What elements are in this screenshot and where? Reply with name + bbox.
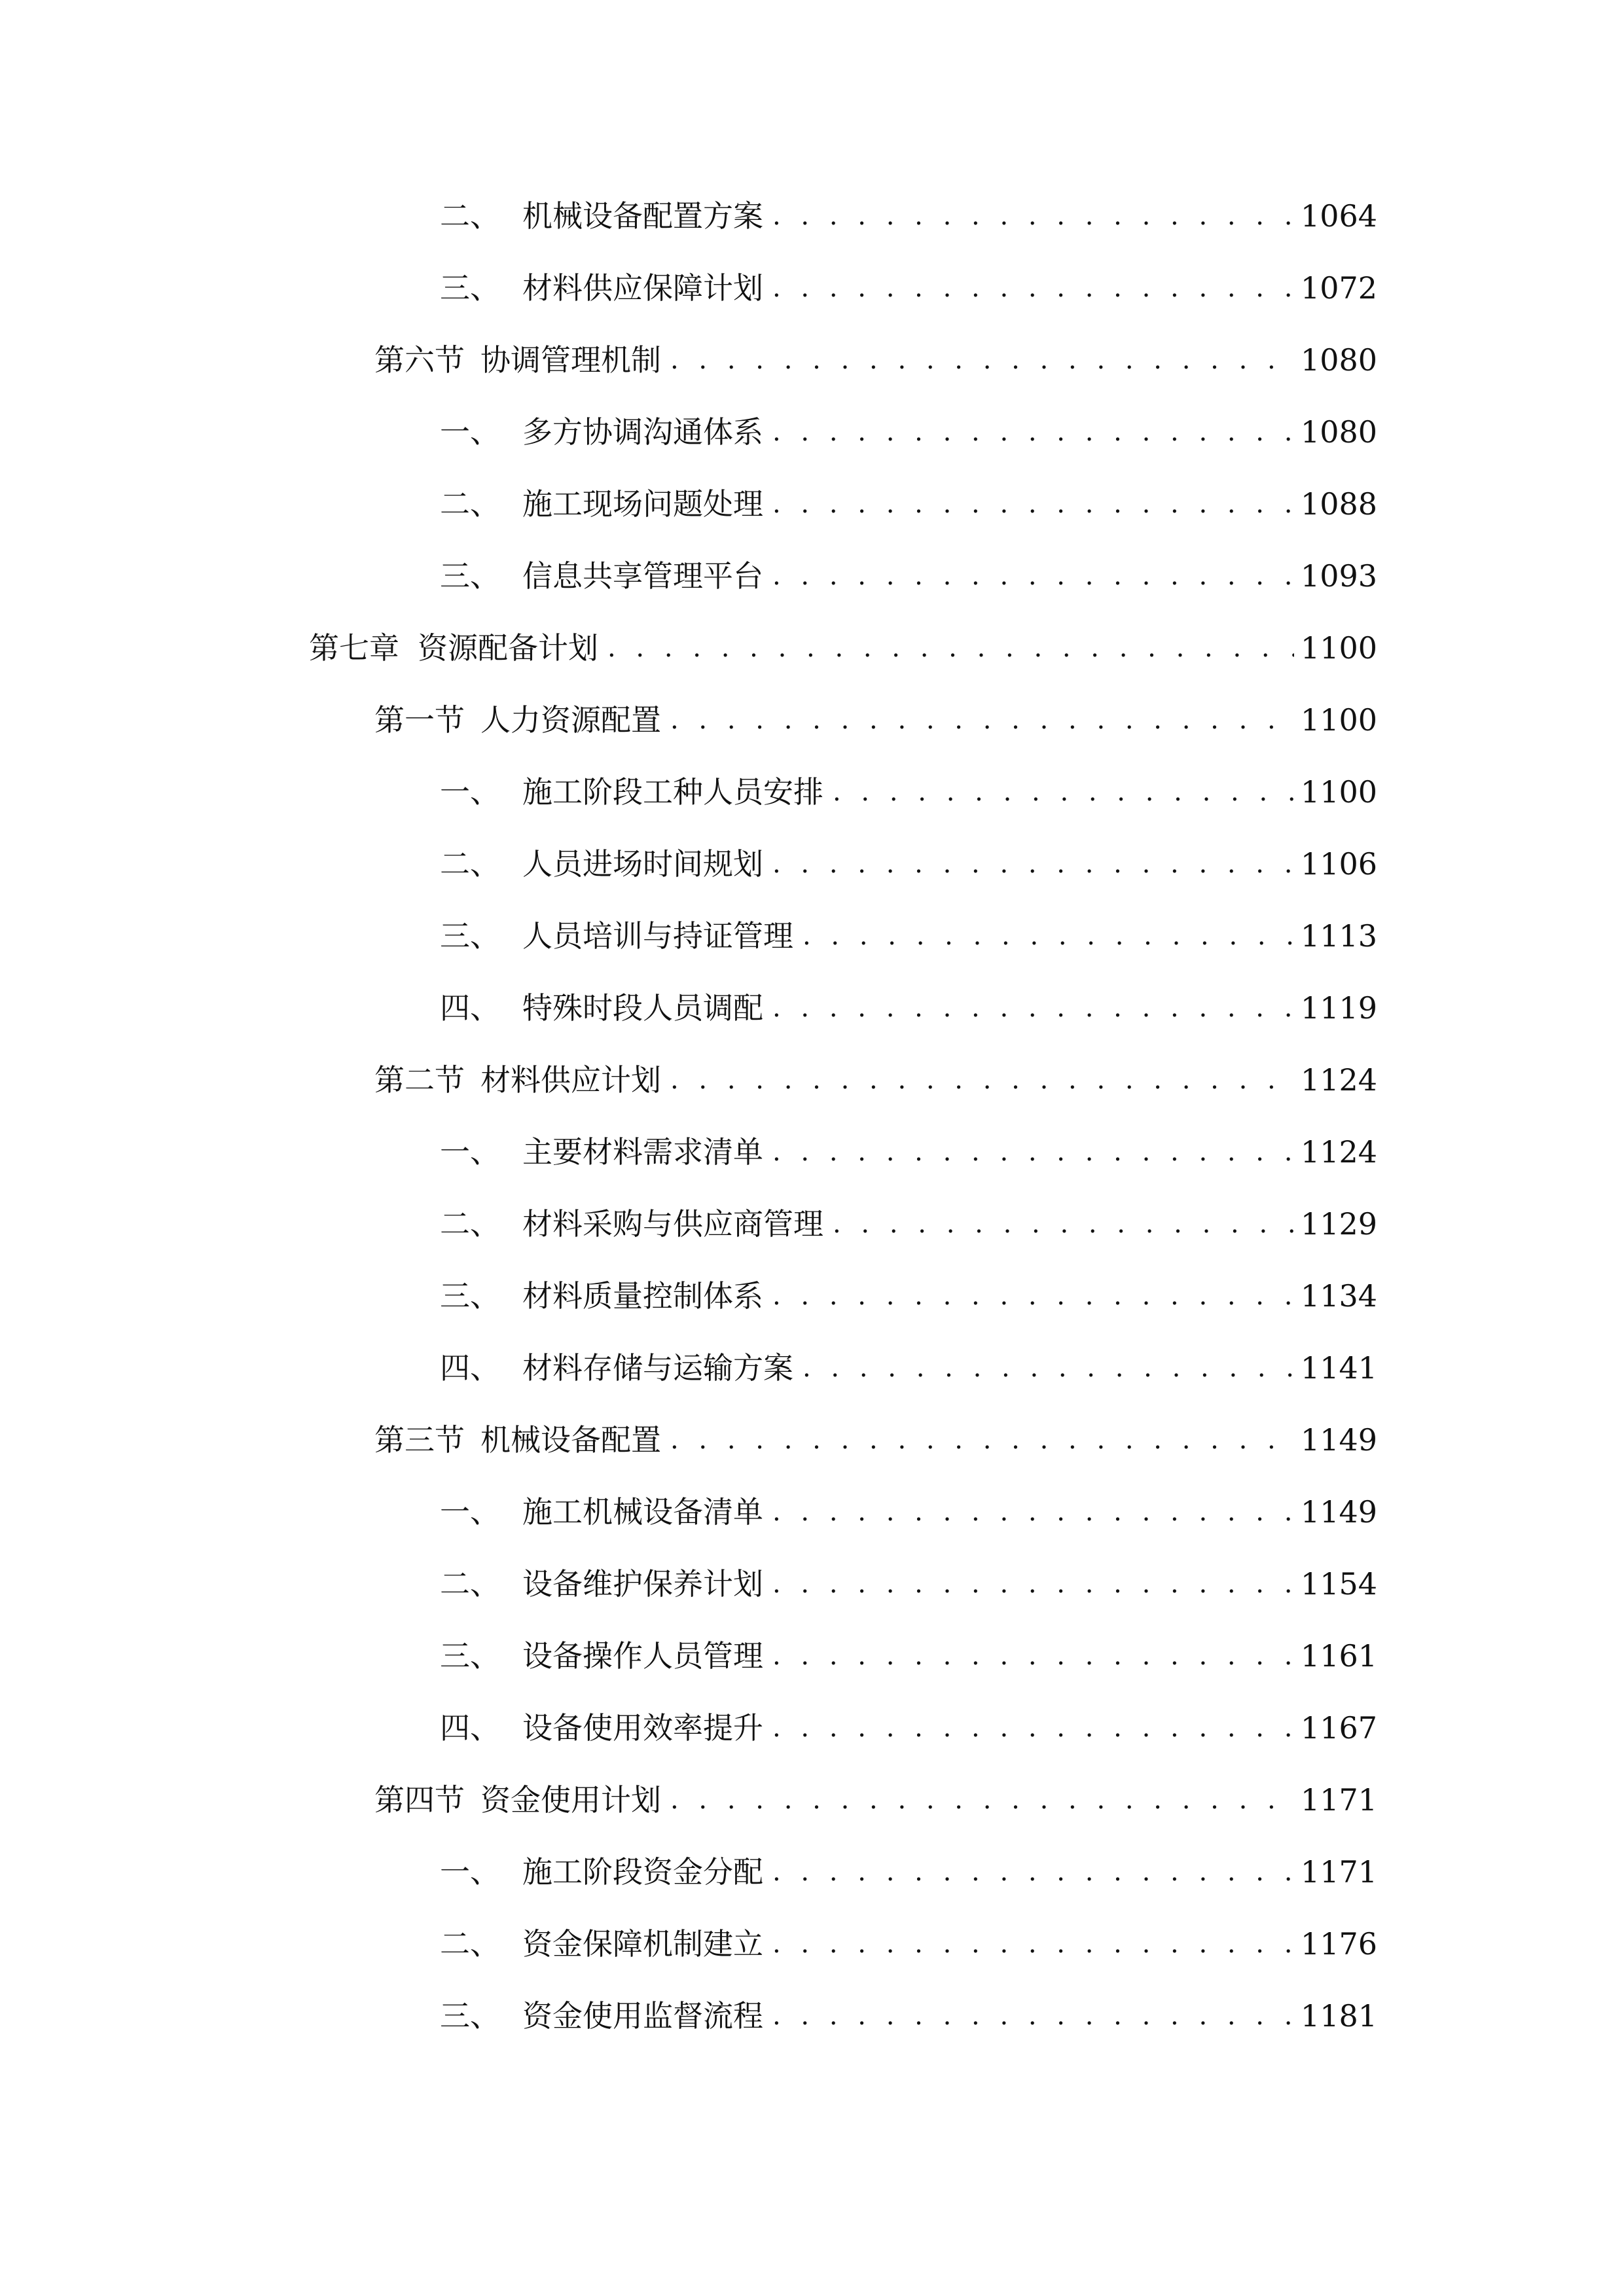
toc-entry[interactable] [440, 1348, 1377, 1388]
toc-leader-dots [772, 1708, 1294, 1748]
toc-entry[interactable] [440, 844, 1377, 884]
toc-entry-prefix: 三、 [440, 1998, 500, 2034]
toc-entry-title: 协调管理机制 [480, 342, 661, 378]
toc-entry-page: 1080 [1300, 342, 1377, 378]
toc-entry[interactable] [440, 412, 1377, 452]
toc-entry-title: 多方协调沟通体系 [522, 414, 763, 450]
toc-entry-prefix: 一、 [440, 1854, 500, 1890]
toc-entry-page: 1154 [1300, 1566, 1377, 1602]
toc-leader-dots [772, 1636, 1294, 1676]
toc-leader-dots [772, 412, 1294, 452]
toc-leader-dots [670, 1060, 1294, 1100]
toc-entry[interactable] [440, 1996, 1377, 2036]
toc-entry-page: 1064 [1300, 198, 1377, 234]
toc-entry-title: 施工阶段资金分配 [522, 1854, 763, 1890]
toc-entry-page: 1129 [1300, 1206, 1377, 1242]
toc-entry[interactable] [440, 988, 1377, 1028]
toc-leader-dots [772, 268, 1294, 308]
toc-entry-page: 1088 [1300, 486, 1377, 522]
toc-entry-title: 资金使用监督流程 [522, 1998, 763, 2034]
toc-entry[interactable] [374, 1780, 1377, 1820]
toc-leader-dots [772, 556, 1294, 596]
toc-leader-dots [833, 772, 1294, 812]
toc-entry-page: 1167 [1300, 1710, 1377, 1746]
toc-entry-page: 1072 [1300, 270, 1377, 306]
toc-leader-dots [670, 700, 1294, 740]
toc-entry[interactable] [440, 1132, 1377, 1172]
toc-entry[interactable] [440, 196, 1377, 236]
toc-leader-dots [772, 1276, 1294, 1316]
toc-entry-page: 1161 [1300, 1638, 1377, 1674]
toc-entry-title: 资金保障机制建立 [522, 1926, 763, 1962]
toc-entry-title: 主要材料需求清单 [522, 1134, 763, 1170]
toc-entry-prefix: 第三节 [374, 1422, 465, 1458]
toc-entry-page: 1100 [1300, 774, 1377, 810]
toc-entry[interactable] [440, 772, 1377, 812]
toc-entry[interactable] [374, 700, 1377, 740]
toc-entry-title: 资源配备计划 [418, 630, 598, 666]
toc-entry-page: 1171 [1300, 1782, 1377, 1818]
toc-leader-dots [772, 988, 1294, 1028]
toc-entry-title: 特殊时段人员调配 [522, 990, 763, 1026]
toc-entry-page: 1124 [1300, 1134, 1377, 1170]
toc-entry[interactable] [440, 1708, 1377, 1748]
toc-leader-dots [772, 1852, 1294, 1892]
toc-leader-dots [670, 1780, 1294, 1820]
toc-entry-page: 1113 [1300, 918, 1377, 954]
toc-entry-prefix: 三、 [440, 558, 500, 594]
toc-entry-title: 人员进场时间规划 [522, 846, 763, 882]
toc-entry-prefix: 第六节 [374, 342, 465, 378]
toc-leader-dots [607, 628, 1294, 668]
toc-entry-prefix: 二、 [440, 1566, 500, 1602]
toc-entry-title: 材料存储与运输方案 [522, 1350, 793, 1386]
toc-entry-title: 人员培训与持证管理 [522, 918, 793, 954]
toc-entry-title: 机械设备配置方案 [522, 198, 763, 234]
toc-entry-title: 资金使用计划 [480, 1782, 661, 1818]
toc-entry[interactable] [309, 628, 1377, 668]
toc-entry-prefix: 第七章 [309, 630, 399, 666]
toc-entry-prefix: 四、 [440, 990, 500, 1026]
toc-leader-dots [772, 1564, 1294, 1604]
toc-entry-page: 1100 [1300, 630, 1377, 666]
toc-entry-prefix: 四、 [440, 1350, 500, 1386]
toc-entry-title: 施工阶段工种人员安排 [522, 774, 823, 810]
toc-entry-prefix: 一、 [440, 774, 500, 810]
toc-entry-prefix: 二、 [440, 1206, 500, 1242]
toc-entry-prefix: 四、 [440, 1710, 500, 1746]
toc-leader-dots [772, 1924, 1294, 1964]
toc-leader-dots [772, 484, 1294, 524]
toc-entry-prefix: 一、 [440, 414, 500, 450]
toc-entry-page: 1176 [1300, 1926, 1377, 1962]
toc-entry-prefix: 二、 [440, 1926, 500, 1962]
toc-entry-page: 1141 [1300, 1350, 1377, 1386]
toc-entry-page: 1106 [1300, 846, 1377, 882]
toc-entry-title: 施工现场问题处理 [522, 486, 763, 522]
toc-entry[interactable] [440, 484, 1377, 524]
toc-entry-title: 设备维护保养计划 [522, 1566, 763, 1602]
toc-entry-title: 设备使用效率提升 [522, 1710, 763, 1746]
toc-entry-title: 施工机械设备清单 [522, 1494, 763, 1530]
toc-leader-dots [772, 1996, 1294, 2036]
toc-entry-title: 材料质量控制体系 [522, 1278, 763, 1314]
toc-entry-prefix: 二、 [440, 846, 500, 882]
toc-entry-prefix: 三、 [440, 918, 500, 954]
toc-entry[interactable] [440, 268, 1377, 308]
toc-entry-page: 1093 [1300, 558, 1377, 594]
toc-entry-title: 机械设备配置 [480, 1422, 661, 1458]
toc-entry[interactable] [374, 340, 1377, 380]
toc-entry-page: 1149 [1300, 1494, 1377, 1530]
toc-entry-page: 1119 [1300, 990, 1377, 1026]
toc-leader-dots [772, 844, 1294, 884]
toc-entry[interactable] [440, 1924, 1377, 1964]
toc-leader-dots [833, 1204, 1294, 1244]
toc-entry[interactable] [440, 1204, 1377, 1244]
toc-entry-prefix: 一、 [440, 1134, 500, 1170]
toc-leader-dots [772, 1132, 1294, 1172]
toc-entry[interactable] [440, 1492, 1377, 1532]
toc-entry[interactable] [440, 1276, 1377, 1316]
toc-entry-prefix: 二、 [440, 486, 500, 522]
toc-entry-prefix: 第二节 [374, 1062, 465, 1098]
toc-entry-page: 1181 [1300, 1998, 1377, 2034]
toc-entry-prefix: 第四节 [374, 1782, 465, 1818]
toc-entry-title: 信息共享管理平台 [522, 558, 763, 594]
toc-entry[interactable] [440, 1564, 1377, 1604]
toc-entry-page: 1171 [1300, 1854, 1377, 1890]
toc-leader-dots [803, 916, 1294, 956]
toc-entry-page: 1134 [1300, 1278, 1377, 1314]
toc-entry[interactable] [374, 1420, 1377, 1460]
toc-leader-dots [670, 340, 1294, 380]
toc-entry-prefix: 三、 [440, 1278, 500, 1314]
toc-entry-title: 人力资源配置 [480, 702, 661, 738]
toc-entry-prefix: 二、 [440, 198, 500, 234]
toc-entry-title: 材料采购与供应商管理 [522, 1206, 823, 1242]
toc-leader-dots [803, 1348, 1294, 1388]
toc-entry-page: 1080 [1300, 414, 1377, 450]
toc-entry-prefix: 第一节 [374, 702, 465, 738]
toc-entry[interactable] [440, 556, 1377, 596]
toc-entry[interactable] [440, 1636, 1377, 1676]
toc-entry-title: 设备操作人员管理 [522, 1638, 763, 1674]
toc-entry-page: 1100 [1300, 702, 1377, 738]
toc-entry-page: 1124 [1300, 1062, 1377, 1098]
toc-entry-title: 材料供应保障计划 [522, 270, 763, 306]
toc-entry[interactable] [440, 916, 1377, 956]
toc-entry[interactable] [440, 1852, 1377, 1892]
toc-entry-page: 1149 [1300, 1422, 1377, 1458]
toc-entry-prefix: 三、 [440, 270, 500, 306]
toc-entry-prefix: 三、 [440, 1638, 500, 1674]
toc-entry-title: 材料供应计划 [480, 1062, 661, 1098]
toc-leader-dots [772, 196, 1294, 236]
toc-leader-dots [670, 1420, 1294, 1460]
toc-entry[interactable] [374, 1060, 1377, 1100]
toc-leader-dots [772, 1492, 1294, 1532]
toc-entry-prefix: 一、 [440, 1494, 500, 1530]
